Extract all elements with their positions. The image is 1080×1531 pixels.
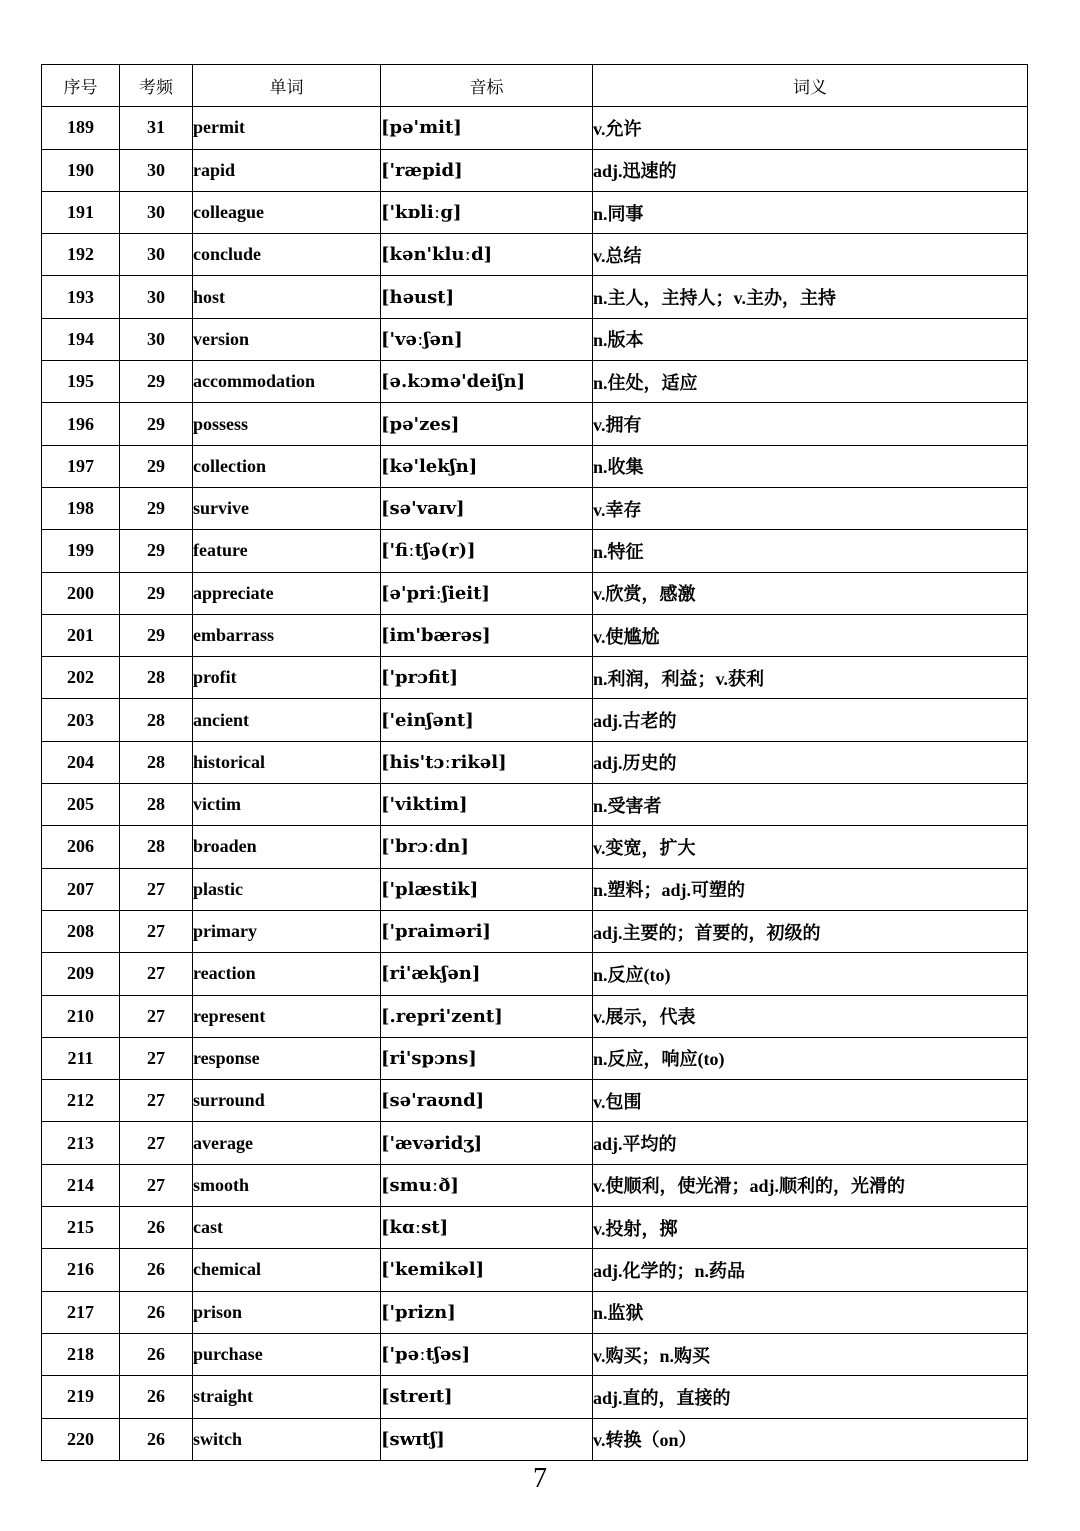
row-frequency: 27 bbox=[120, 995, 193, 1037]
row-frequency: 30 bbox=[120, 318, 193, 360]
row-number: 206 bbox=[42, 826, 120, 868]
table-row bbox=[42, 784, 1028, 826]
row-phonetic: [swɪtʃ] bbox=[381, 1418, 593, 1460]
row-phonetic: [kən'kluːd] bbox=[381, 234, 593, 276]
table-row bbox=[42, 1291, 1028, 1333]
row-frequency: 27 bbox=[120, 868, 193, 910]
table-row bbox=[42, 572, 1028, 614]
row-meaning: n.利润，利益；v.获利 bbox=[593, 657, 1028, 699]
header-frequency: 考频 bbox=[120, 65, 193, 107]
row-word: feature bbox=[193, 530, 381, 572]
row-frequency: 26 bbox=[120, 1291, 193, 1333]
row-meaning: adj.平均的 bbox=[593, 1122, 1028, 1164]
row-meaning: v.拥有 bbox=[593, 403, 1028, 445]
vocabulary-page bbox=[41, 64, 1027, 1461]
row-number: 220 bbox=[42, 1418, 120, 1460]
table-row bbox=[42, 1080, 1028, 1122]
row-phonetic: ['praiməri] bbox=[381, 910, 593, 952]
row-number: 192 bbox=[42, 234, 120, 276]
row-frequency: 26 bbox=[120, 1376, 193, 1418]
table-row bbox=[42, 403, 1028, 445]
row-number: 190 bbox=[42, 149, 120, 191]
row-meaning: v.使尴尬 bbox=[593, 614, 1028, 656]
row-meaning: v.购买；n.购买 bbox=[593, 1333, 1028, 1375]
row-meaning: n.同事 bbox=[593, 191, 1028, 233]
row-number: 202 bbox=[42, 657, 120, 699]
table-row bbox=[42, 953, 1028, 995]
row-phonetic: [.repri'zent] bbox=[381, 995, 593, 1037]
table-row bbox=[42, 1249, 1028, 1291]
row-phonetic: [həust] bbox=[381, 276, 593, 318]
row-phonetic: ['brɔːdn] bbox=[381, 826, 593, 868]
row-phonetic: [streɪt] bbox=[381, 1376, 593, 1418]
row-meaning: n.受害者 bbox=[593, 784, 1028, 826]
row-frequency: 30 bbox=[120, 276, 193, 318]
row-word: chemical bbox=[193, 1249, 381, 1291]
row-number: 211 bbox=[42, 1037, 120, 1079]
row-word: smooth bbox=[193, 1164, 381, 1206]
row-meaning: adj.化学的；n.药品 bbox=[593, 1249, 1028, 1291]
row-phonetic: [sə'vaɪv] bbox=[381, 487, 593, 529]
row-number: 200 bbox=[42, 572, 120, 614]
row-meaning: adj.历史的 bbox=[593, 741, 1028, 783]
row-number: 218 bbox=[42, 1333, 120, 1375]
row-frequency: 26 bbox=[120, 1207, 193, 1249]
row-phonetic: ['vəːʃən] bbox=[381, 318, 593, 360]
row-phonetic: ['plæstik] bbox=[381, 868, 593, 910]
row-frequency: 29 bbox=[120, 361, 193, 403]
table-row bbox=[42, 741, 1028, 783]
row-frequency: 27 bbox=[120, 953, 193, 995]
row-number: 189 bbox=[42, 107, 120, 149]
row-phonetic: ['viktim] bbox=[381, 784, 593, 826]
row-word: prison bbox=[193, 1291, 381, 1333]
row-phonetic: ['einʃənt] bbox=[381, 699, 593, 741]
row-word: switch bbox=[193, 1418, 381, 1460]
table-row bbox=[42, 530, 1028, 572]
table-row bbox=[42, 445, 1028, 487]
row-frequency: 28 bbox=[120, 741, 193, 783]
row-word: embarrass bbox=[193, 614, 381, 656]
row-frequency: 28 bbox=[120, 699, 193, 741]
row-phonetic: [kɑːst] bbox=[381, 1207, 593, 1249]
row-frequency: 27 bbox=[120, 910, 193, 952]
row-number: 214 bbox=[42, 1164, 120, 1206]
row-word: survive bbox=[193, 487, 381, 529]
row-frequency: 28 bbox=[120, 826, 193, 868]
row-frequency: 29 bbox=[120, 614, 193, 656]
row-number: 217 bbox=[42, 1291, 120, 1333]
table-row bbox=[42, 1376, 1028, 1418]
row-word: straight bbox=[193, 1376, 381, 1418]
row-frequency: 27 bbox=[120, 1122, 193, 1164]
table-row bbox=[42, 868, 1028, 910]
row-word: possess bbox=[193, 403, 381, 445]
row-number: 215 bbox=[42, 1207, 120, 1249]
row-word: ancient bbox=[193, 699, 381, 741]
row-word: broaden bbox=[193, 826, 381, 868]
row-meaning: v.投射，掷 bbox=[593, 1207, 1028, 1249]
table-row bbox=[42, 191, 1028, 233]
row-number: 199 bbox=[42, 530, 120, 572]
table-header bbox=[42, 65, 1028, 107]
header-word: 单词 bbox=[193, 65, 381, 107]
row-word: historical bbox=[193, 741, 381, 783]
row-phonetic: [smuːð] bbox=[381, 1164, 593, 1206]
row-meaning: v.允许 bbox=[593, 107, 1028, 149]
row-word: victim bbox=[193, 784, 381, 826]
row-phonetic: ['kemikəl] bbox=[381, 1249, 593, 1291]
row-meaning: n.特征 bbox=[593, 530, 1028, 572]
row-meaning: n.主人，主持人；v.主办，主持 bbox=[593, 276, 1028, 318]
row-phonetic: [his'tɔːrikəl] bbox=[381, 741, 593, 783]
row-meaning: n.塑料；adj.可塑的 bbox=[593, 868, 1028, 910]
row-number: 219 bbox=[42, 1376, 120, 1418]
row-frequency: 26 bbox=[120, 1418, 193, 1460]
table-row bbox=[42, 276, 1028, 318]
row-frequency: 26 bbox=[120, 1333, 193, 1375]
row-frequency: 30 bbox=[120, 191, 193, 233]
row-meaning: v.欣赏，感激 bbox=[593, 572, 1028, 614]
table-row bbox=[42, 614, 1028, 656]
row-phonetic: [pə'zes] bbox=[381, 403, 593, 445]
row-word: cast bbox=[193, 1207, 381, 1249]
row-frequency: 31 bbox=[120, 107, 193, 149]
row-word: permit bbox=[193, 107, 381, 149]
row-frequency: 27 bbox=[120, 1080, 193, 1122]
row-phonetic: [ə'priːʃieit] bbox=[381, 572, 593, 614]
table-body bbox=[42, 107, 1028, 1461]
row-word: accommodation bbox=[193, 361, 381, 403]
row-phonetic: [ri'spɔns] bbox=[381, 1037, 593, 1079]
row-frequency: 28 bbox=[120, 657, 193, 699]
table-row bbox=[42, 149, 1028, 191]
table-row bbox=[42, 234, 1028, 276]
row-frequency: 30 bbox=[120, 234, 193, 276]
row-number: 191 bbox=[42, 191, 120, 233]
row-frequency: 27 bbox=[120, 1164, 193, 1206]
row-meaning: v.总结 bbox=[593, 234, 1028, 276]
row-number: 201 bbox=[42, 614, 120, 656]
row-phonetic: ['fiːtʃə(r)] bbox=[381, 530, 593, 572]
table-row bbox=[42, 1333, 1028, 1375]
row-meaning: v.变宽，扩大 bbox=[593, 826, 1028, 868]
row-word: purchase bbox=[193, 1333, 381, 1375]
table-row bbox=[42, 657, 1028, 699]
row-frequency: 29 bbox=[120, 572, 193, 614]
row-meaning: n.住处，适应 bbox=[593, 361, 1028, 403]
row-phonetic: [ri'ækʃən] bbox=[381, 953, 593, 995]
row-number: 212 bbox=[42, 1080, 120, 1122]
row-word: surround bbox=[193, 1080, 381, 1122]
header-row bbox=[42, 65, 1028, 107]
row-word: reaction bbox=[193, 953, 381, 995]
row-frequency: 29 bbox=[120, 445, 193, 487]
table-row bbox=[42, 487, 1028, 529]
row-word: appreciate bbox=[193, 572, 381, 614]
row-number: 208 bbox=[42, 910, 120, 952]
row-number: 213 bbox=[42, 1122, 120, 1164]
row-meaning: v.包围 bbox=[593, 1080, 1028, 1122]
row-word: rapid bbox=[193, 149, 381, 191]
row-word: version bbox=[193, 318, 381, 360]
row-number: 203 bbox=[42, 699, 120, 741]
row-number: 209 bbox=[42, 953, 120, 995]
row-meaning: adj.直的，直接的 bbox=[593, 1376, 1028, 1418]
row-frequency: 27 bbox=[120, 1037, 193, 1079]
row-phonetic: ['prɔfit] bbox=[381, 657, 593, 699]
table-row bbox=[42, 107, 1028, 149]
table-row bbox=[42, 318, 1028, 360]
row-meaning: v.幸存 bbox=[593, 487, 1028, 529]
table-row bbox=[42, 1207, 1028, 1249]
table-row bbox=[42, 995, 1028, 1037]
row-number: 207 bbox=[42, 868, 120, 910]
row-meaning: n.反应，响应(to) bbox=[593, 1037, 1028, 1079]
row-phonetic: [kə'lekʃn] bbox=[381, 445, 593, 487]
row-frequency: 29 bbox=[120, 487, 193, 529]
row-phonetic: ['pəːtʃəs] bbox=[381, 1333, 593, 1375]
header-phonetic: 音标 bbox=[381, 65, 593, 107]
row-word: response bbox=[193, 1037, 381, 1079]
row-word: colleague bbox=[193, 191, 381, 233]
row-word: plastic bbox=[193, 868, 381, 910]
page-number: 7 bbox=[533, 1463, 547, 1494]
row-word: primary bbox=[193, 910, 381, 952]
row-word: collection bbox=[193, 445, 381, 487]
row-frequency: 29 bbox=[120, 530, 193, 572]
vocabulary-table bbox=[41, 64, 1028, 1461]
table-row bbox=[42, 1037, 1028, 1079]
row-meaning: v.转换（on） bbox=[593, 1418, 1028, 1460]
header-number: 序号 bbox=[42, 65, 120, 107]
header-meaning: 词义 bbox=[593, 65, 1028, 107]
row-frequency: 29 bbox=[120, 403, 193, 445]
row-frequency: 28 bbox=[120, 784, 193, 826]
row-meaning: adj.主要的；首要的，初级的 bbox=[593, 910, 1028, 952]
table-row bbox=[42, 361, 1028, 403]
row-word: conclude bbox=[193, 234, 381, 276]
row-meaning: n.版本 bbox=[593, 318, 1028, 360]
row-meaning: adj.迅速的 bbox=[593, 149, 1028, 191]
row-frequency: 26 bbox=[120, 1249, 193, 1291]
table-row bbox=[42, 826, 1028, 868]
row-phonetic: [sə'raʊnd] bbox=[381, 1080, 593, 1122]
row-number: 194 bbox=[42, 318, 120, 360]
row-word: host bbox=[193, 276, 381, 318]
row-word: represent bbox=[193, 995, 381, 1037]
row-number: 204 bbox=[42, 741, 120, 783]
row-meaning: n.反应(to) bbox=[593, 953, 1028, 995]
row-meaning: v.展示，代表 bbox=[593, 995, 1028, 1037]
row-number: 210 bbox=[42, 995, 120, 1037]
table-row bbox=[42, 1122, 1028, 1164]
row-number: 198 bbox=[42, 487, 120, 529]
row-word: average bbox=[193, 1122, 381, 1164]
row-number: 196 bbox=[42, 403, 120, 445]
row-phonetic: [im'bærəs] bbox=[381, 614, 593, 656]
row-number: 205 bbox=[42, 784, 120, 826]
row-meaning: adj.古老的 bbox=[593, 699, 1028, 741]
row-number: 193 bbox=[42, 276, 120, 318]
row-frequency: 30 bbox=[120, 149, 193, 191]
row-number: 216 bbox=[42, 1249, 120, 1291]
table-row bbox=[42, 910, 1028, 952]
row-meaning: n.监狱 bbox=[593, 1291, 1028, 1333]
table-row bbox=[42, 699, 1028, 741]
row-phonetic: [pə'mit] bbox=[381, 107, 593, 149]
row-word: profit bbox=[193, 657, 381, 699]
row-number: 195 bbox=[42, 361, 120, 403]
row-phonetic: ['ræpid] bbox=[381, 149, 593, 191]
row-phonetic: ['ævəridʒ] bbox=[381, 1122, 593, 1164]
table-row bbox=[42, 1164, 1028, 1206]
row-meaning: n.收集 bbox=[593, 445, 1028, 487]
table-row bbox=[42, 1418, 1028, 1460]
row-phonetic: ['kɒliːg] bbox=[381, 191, 593, 233]
row-phonetic: ['prizn] bbox=[381, 1291, 593, 1333]
row-meaning: v.使顺利，使光滑；adj.顺利的，光滑的 bbox=[593, 1164, 1028, 1206]
row-phonetic: [ə.kɔmə'deiʃn] bbox=[381, 361, 593, 403]
row-number: 197 bbox=[42, 445, 120, 487]
